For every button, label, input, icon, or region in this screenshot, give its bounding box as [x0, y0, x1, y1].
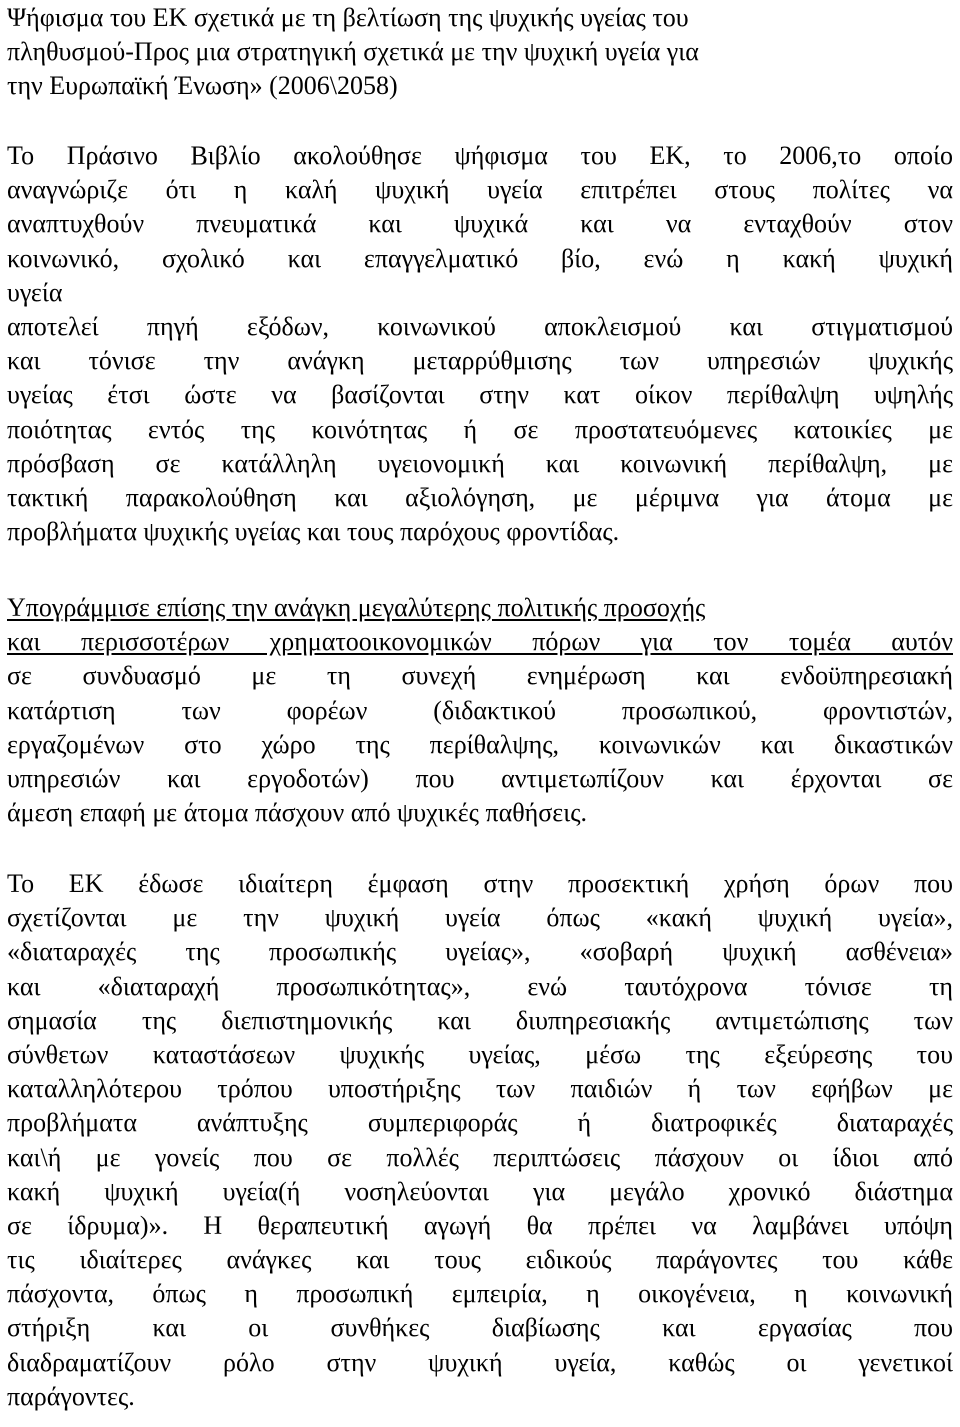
underlined-text: και περισσοτέρων χρηματοοικονομικών πόρων για τον τομέα αυτόν — [7, 627, 953, 657]
paragraph-terminology — [7, 867, 953, 1414]
text-line: αποτελεί πηγή εξόδων, κοινωνικού αποκλεισμού και στιγματισμού — [7, 311, 953, 341]
text-line: πάσχοντα, όπως η προσωπική εμπειρία, η οικογένεια, η κοινωνική — [7, 1279, 953, 1309]
underlined-text: Υπογράμμισε επίσης την ανάγκη μεγαλύτερης πολιτικής προσοχής — [7, 593, 706, 622]
text-line: Το Πράσινο Βιβλίο ακολούθησε ψήφισμα του ΕΚ, το 2006,το οποίο — [7, 141, 953, 170]
text-line: υγεία — [7, 277, 63, 307]
text-line: πληθυσμού-Προς μια στρατηγική σχετικά με την ψυχική υγεία για — [7, 37, 699, 67]
text-line: αναγνώριζε ότι η καλή ψυχική υγεία επιτρέπει στους πολίτες να — [7, 175, 953, 205]
text-line: κοινωνικό, σχολικό και επαγγελματικό βίο, ενώ η κακή ψυχική — [7, 243, 953, 273]
text-line: Ψήφισμα του ΕΚ σχετικά με τη βελτίωση της ψυχικής υγείας του — [7, 3, 689, 32]
text-line: και «διαταραχή προσωπικότητας», ενώ ταυτόχρονα τόνισε τη — [7, 971, 953, 1001]
text-line-underlined — [7, 625, 953, 659]
text-line: την Ευρωπαϊκή Ένωση» (2006\2058) — [7, 71, 398, 101]
text-line: καταλληλότερου τρόπου υποστήριξης των παιδιών ή των εφήβων με — [7, 1074, 953, 1104]
paragraph-green-paper — [7, 139, 953, 549]
paragraph-emphasis — [7, 591, 953, 830]
text-line: τις ιδιαίτερες ανάγκες και τους ειδικούς παράγοντες του κάθε — [7, 1245, 953, 1275]
text-line: και\ή με γονείς που σε πολλές περιπτώσεις πάσχουν οι ίδιοι από — [7, 1142, 953, 1172]
text-line: σχετίζονται με την ψυχική υγεία όπως «κακή ψυχική υγεία», — [7, 903, 953, 933]
text-line: σύνθετων καταστάσεων ψυχικής υγείας, μέσω της εξεύρεσης του — [7, 1039, 953, 1069]
text-line: πρόσβαση σε κατάλληλη υγειονομική και κοινωνική περίθαλψη, με — [7, 448, 953, 478]
text-line: υγείας έτσι ώστε να βασίζονται στην κατ οίκον περίθαλψη υψηλής — [7, 380, 953, 410]
text-line: σε συνδυασμό με τη συνεχή ενημέρωση και ενδοϋπηρεσιακή — [7, 661, 953, 691]
text-line: αναπτυχθούν πνευματικά και ψυχικά και να ενταχθούν στον — [7, 209, 953, 239]
text-line: στήριξη και οι συνθήκες διαβίωσης και εργασίας που — [7, 1313, 953, 1343]
text-line: ποιότητας εντός της κοινότητας ή σε προστατευόμενες κατοικίες με — [7, 414, 953, 444]
text-line: διαδραματίζουν ρόλο στην ψυχική υγεία, καθώς οι γενετικοί — [7, 1347, 953, 1377]
text-line: προβλήματα ψυχικής υγείας και τους παρόχους φροντίδας. — [7, 517, 620, 547]
text-line: κακή ψυχική υγεία(ή νοσηλεύονται για μεγάλο χρονικό διάστημα — [7, 1176, 953, 1206]
text-line: σε ίδρυμα)». Η θεραπευτική αγωγή θα πρέπει να λαμβάνει υπόψη — [7, 1210, 953, 1240]
text-line: παράγοντες. — [7, 1381, 135, 1411]
text-line: άμεση επαφή με άτομα πάσχουν από ψυχικές παθήσεις. — [7, 798, 587, 828]
text-line-underlined — [7, 591, 953, 625]
text-line: Το ΕΚ έδωσε ιδιαίτερη έμφαση στην προσεκτική χρήση όρων που — [7, 869, 953, 898]
text-line: «διαταραχές της προσωπικής υγείας», «σοβαρή ψυχική ασθένεια» — [7, 937, 953, 967]
text-line: κατάρτιση των φορέων (διδακτικού προσωπικού, φροντιστών, — [7, 695, 953, 725]
resolution-heading — [7, 1, 953, 104]
text-line: προβλήματα ανάπτυξης συμπεριφοράς ή διατροφικές διαταραχές — [7, 1108, 953, 1138]
text-line: και τόνισε την ανάγκη μεταρρύθμισης των υπηρεσιών ψυχικής — [7, 346, 953, 376]
text-line: σημασία της διεπιστημονικής και διυπηρεσιακής αντιμετώπισης των — [7, 1005, 953, 1035]
text-line: εργαζομένων στο χώρο της περίθαλψης, κοινωνικών και δικαστικών — [7, 729, 953, 759]
text-line: υπηρεσιών και εργοδοτών) που αντιμετωπίζουν και έρχονται σε — [7, 763, 953, 793]
text-line: τακτική παρακολούθηση και αξιολόγηση, με μέριμνα για άτομα με — [7, 482, 953, 512]
